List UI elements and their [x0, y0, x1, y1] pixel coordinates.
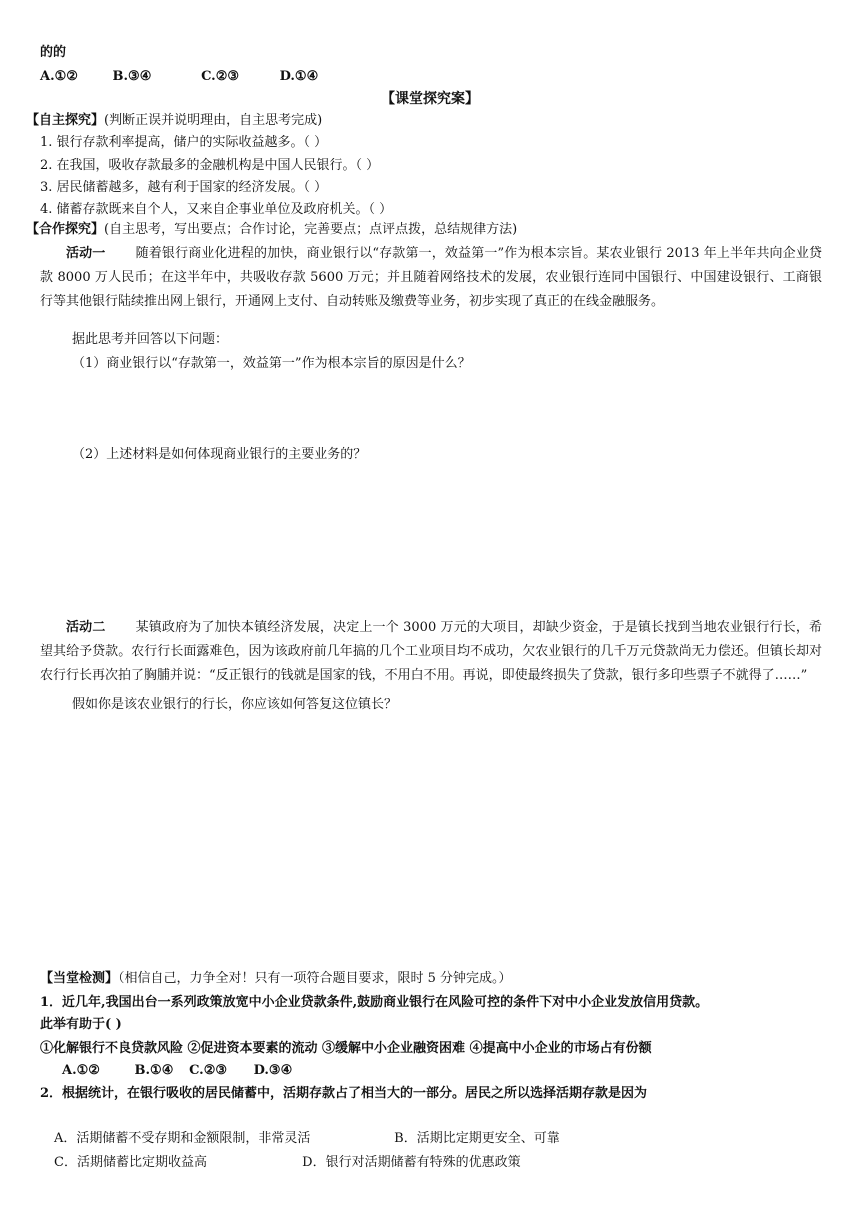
test-q1-option-c: C.②③	[189, 1063, 228, 1078]
activity-2-question: 假如你是该农业银行的行长，你应该如何答复这位镇长？	[72, 697, 398, 712]
test-instruction: （相信自己，力争全对！只有一项符合题目要求，限时 5 分钟完成。）	[118, 971, 512, 986]
previous-question-tail: 的的	[40, 45, 67, 60]
activity-2-text: 某镇政府为了加快本镇经济发展，决定上一个 3000 万元的大项目，却缺少资金，于是镇长找到当地农业银行行长，希望其给予贷款。农行行长面露难色，因为该政府前几年搞的几个工业项目均不成功，欠农业银行的几千万元贷款尚无力偿还。但镇长却对农行行长再次拍了胸脯并说：“反正银行的钱就是国家的钱，不用白不用。再说，即使最终损失了贷款，银行多印些票子不就得了……”	[40, 620, 822, 683]
test-header	[40, 970, 822, 988]
self-explore-item-3: 3. 居民储蓄越多，越有利于国家的经济发展。（ ）	[40, 180, 328, 195]
test-q1-line-1: 1．近几年,我国出台一系列政策放宽中小企业贷款条件,鼓励商业银行在风险可控的条件下对中小企业发放信用贷款。	[40, 995, 709, 1010]
section-title: 【课堂探究案】	[381, 91, 479, 107]
activity-2-paragraph	[40, 616, 822, 688]
self-explore-item-2: 2. 在我国，吸收存款最多的金融机构是中国人民银行。（ ）	[40, 158, 380, 173]
self-explore-header	[26, 112, 822, 130]
activity-2-label: 活动二	[66, 620, 106, 635]
coop-explore-header	[26, 221, 822, 239]
test-q2-options-row-2	[54, 1154, 822, 1172]
activity-1-paragraph	[40, 242, 822, 314]
activity-1-prompt: 据此思考并回答以下问题：	[72, 332, 229, 347]
test-q2-option-c: C．活期储蓄比定期收益高	[54, 1155, 207, 1170]
test-q2-stem: 2．根据统计，在银行吸收的居民储蓄中，活期存款占了相当大的一部分。居民之所以选择活期存款是因为	[40, 1086, 648, 1101]
activity-1-question-1: （1）商业银行以“存款第一，效益第一”作为根本宗旨的原因是什么？	[72, 356, 471, 371]
option-d: D.①④	[279, 69, 319, 84]
option-a: A.①②	[40, 69, 78, 84]
test-q2-option-a: A．活期储蓄不受存期和金额限制，非常灵活	[54, 1131, 311, 1146]
test-heading: 【当堂检测】	[40, 971, 119, 986]
test-q1-options	[62, 1062, 822, 1080]
coop-explore-instruction: (自主思考，写出要点；合作讨论，完善要点；点评点拨，总结规律方法)	[104, 222, 518, 237]
test-q1-option-d: D.③④	[253, 1063, 293, 1078]
test-q1-line-2: 此举有助于( )	[40, 1017, 122, 1032]
activity-1-label: 活动一	[66, 246, 106, 261]
self-explore-heading: 【自主探究】	[26, 113, 105, 128]
option-c: C.②③	[201, 69, 240, 84]
self-explore-instruction: (判断正误并说明理由，自主思考完成)	[104, 113, 323, 128]
activity-1-text: 随着银行商业化进程的加快，商业银行以“存款第一，效益第一”作为根本宗旨。某农业银行 2013 年上半年共向企业贷款 8000 万人民币；在这半年中，共吸收存款 5600 万元；并且随着网络技术的发展，农业银行连同中国银行、中国建设银行、工商银行等其他银行陆续推出网上银行，开通网上支付、自动转账及缴费等业务，初步实现了真正的在线金融服务。	[40, 246, 822, 309]
self-explore-item-4: 4. 储蓄存款既来自个人，又来自企事业单位及政府机关。（ ）	[40, 202, 393, 217]
test-q2-options-row-1	[54, 1130, 822, 1148]
test-q2-option-b: B．活期比定期更安全、可靠	[394, 1131, 560, 1146]
test-q2-option-d: D．银行对活期储蓄有特殊的优惠政策	[302, 1155, 521, 1170]
previous-question-options	[40, 68, 822, 86]
self-explore-item-1: 1. 银行存款利率提高，储户的实际收益越多。（ ）	[40, 135, 328, 150]
option-b: B.③④	[112, 69, 152, 84]
test-q1-statements: ①化解银行不良贷款风险 ②促进资本要素的流动 ③缓解中小企业融资困难 ④提高中小企业的市场占有份额	[40, 1041, 652, 1056]
coop-explore-heading: 【合作探究】	[26, 222, 105, 237]
activity-1-question-2: （2）上述材料是如何体现商业银行的主要业务的？	[72, 447, 367, 462]
test-q1-option-b: B.①④	[134, 1063, 174, 1078]
test-q1-option-a: A.①②	[62, 1063, 100, 1078]
